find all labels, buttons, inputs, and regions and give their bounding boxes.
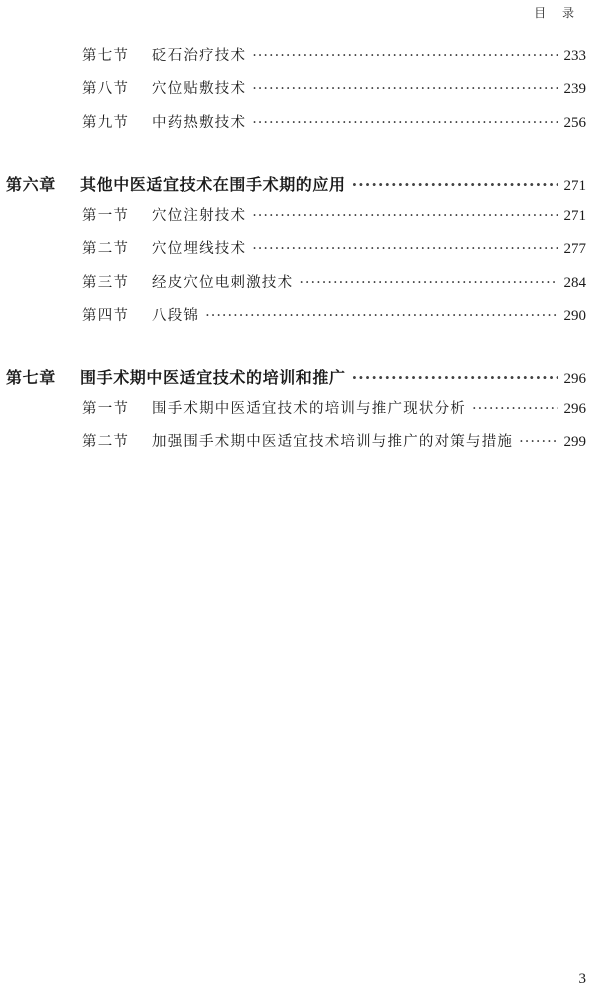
section-number: 第七节 <box>82 48 130 64</box>
toc-entry-section[interactable] <box>82 77 586 98</box>
toc-entry-section[interactable] <box>82 44 586 65</box>
dot-leader <box>252 48 557 64</box>
section-number: 第一节 <box>82 401 130 417</box>
section-number: 第八节 <box>82 81 130 97</box>
section-title: 中药热敷技术 <box>152 115 247 131</box>
page-reference: 296 <box>563 401 586 417</box>
page-reference: 271 <box>563 178 586 194</box>
toc-entry-section[interactable] <box>82 271 586 292</box>
page-reference: 299 <box>563 434 586 450</box>
chapter-title: 围手术期中医适宜技术的培训和推广 <box>80 368 346 387</box>
toc-entry-chapter[interactable] <box>6 365 586 388</box>
section-title: 砭石治疗技术 <box>152 48 247 64</box>
dot-leader <box>352 175 558 194</box>
section-title: 穴位注射技术 <box>152 208 247 224</box>
section-number: 第二节 <box>82 241 130 257</box>
page-reference: 290 <box>563 308 586 324</box>
page-reference: 271 <box>563 208 586 224</box>
toc-entry-section[interactable] <box>82 397 586 418</box>
section-number: 第三节 <box>82 275 130 291</box>
running-head: 目 录 <box>534 6 580 20</box>
page-number: 3 <box>578 971 586 987</box>
section-number: 第二节 <box>82 434 130 450</box>
page-reference: 256 <box>563 115 586 131</box>
dot-leader <box>299 275 557 291</box>
page-reference: 277 <box>563 241 586 257</box>
section-number: 第四节 <box>82 308 130 324</box>
section-title: 经皮穴位电刺激技术 <box>152 275 294 291</box>
section-title: 穴位埋线技术 <box>152 241 247 257</box>
toc-entry-section[interactable] <box>82 204 586 225</box>
toc-entry-section[interactable] <box>82 430 586 451</box>
section-title: 加强围手术期中医适宜技术培训与推广的对策与措施 <box>152 434 514 450</box>
dot-leader <box>252 241 557 257</box>
toc-entry-chapter[interactable] <box>6 172 586 195</box>
dot-leader <box>519 434 557 450</box>
page-reference: 233 <box>563 48 586 64</box>
toc-entry-section[interactable] <box>82 237 586 258</box>
section-title: 围手术期中医适宜技术的培训与推广现状分析 <box>152 401 466 417</box>
toc-entry-section[interactable] <box>82 304 586 325</box>
dot-leader <box>252 208 557 224</box>
section-title: 穴位贴敷技术 <box>152 81 247 97</box>
chapter-number: 第六章 <box>6 175 56 194</box>
page-reference: 284 <box>563 275 586 291</box>
page-reference: 239 <box>563 81 586 97</box>
dot-leader <box>252 115 557 131</box>
page-reference: 296 <box>563 371 586 387</box>
toc-entry-section[interactable] <box>82 111 586 132</box>
chapter-title: 其他中医适宜技术在围手术期的应用 <box>80 175 346 194</box>
section-title: 八段锦 <box>152 308 200 324</box>
dot-leader <box>472 401 558 417</box>
section-number: 第九节 <box>82 115 130 131</box>
dot-leader <box>205 308 557 324</box>
dot-leader <box>252 81 557 97</box>
section-number: 第一节 <box>82 208 130 224</box>
dot-leader <box>352 368 558 387</box>
chapter-number: 第七章 <box>6 368 56 387</box>
